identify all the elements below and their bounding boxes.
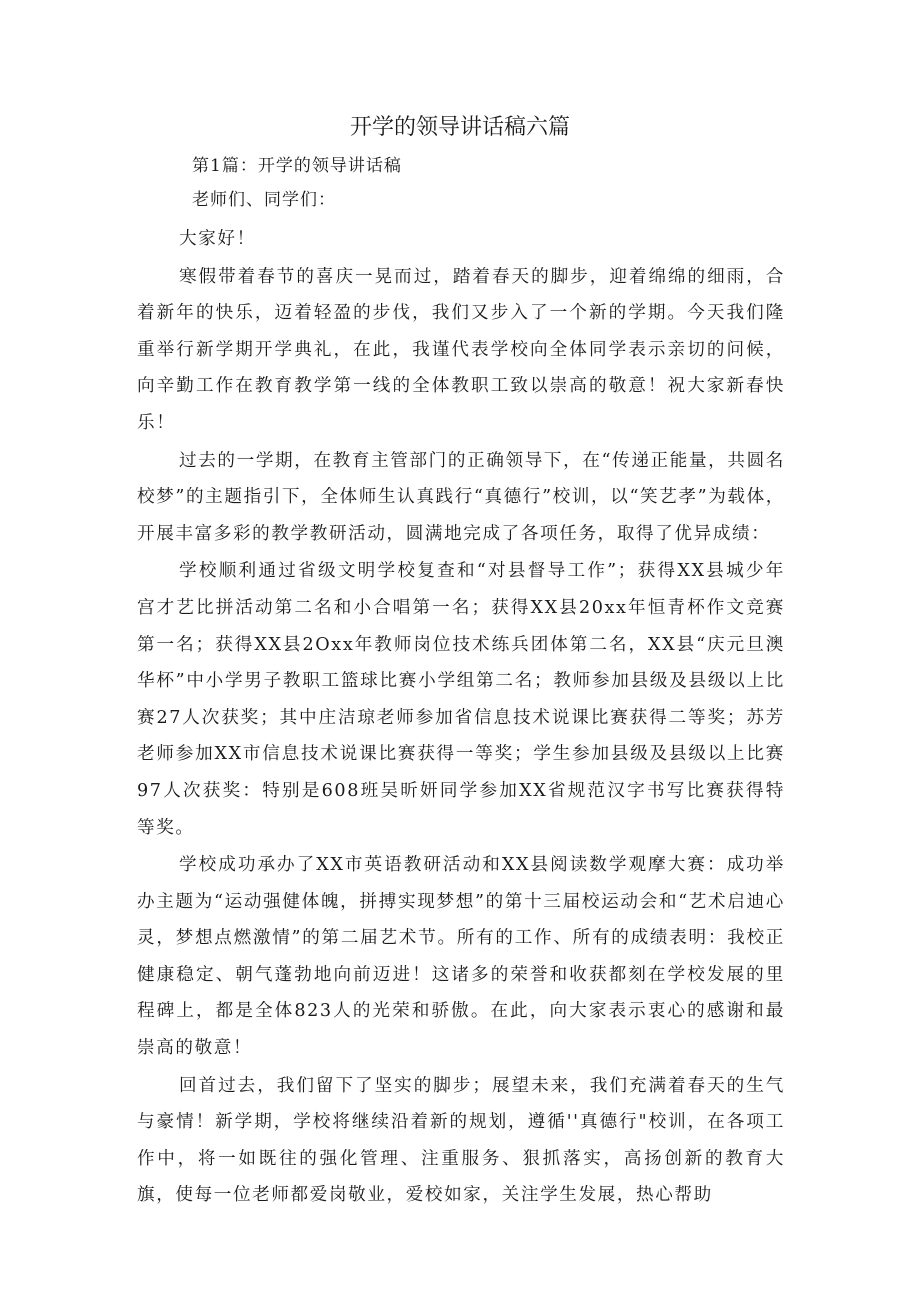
paragraph-achievements: 学校顺利通过省级文明学校复查和“对县督导工作”；获得XX县城少年宫才艺比拼活动第二名和小合唱第一名；获得XX县20xx年恒青杯作文竞赛第一名；获得XX县2Oxx年教师岗位技术练兵团体第二名，XX县“庆元旦澳华杯”中小学男子教职工篮球比赛小学组第二名；教师参加县级及县级以上比赛27人次获奖；其中庄洁琼老师参加省信息技术说课比赛获得二等奖；苏芳老师参加XX市信息技术说课比赛获得一等奖；学生参加县级及县级以上比赛97人次获奖：特别是608班吴昕妍同学参加XX省规范汉字书写比赛获得特等奖。 [137, 561, 785, 838]
paragraph-greeting: 大家好！ [179, 229, 256, 249]
speech-body [137, 221, 785, 1215]
paragraph-events: 学校成功承办了XX市英语教研活动和XX县阅读数学观摩大赛：成功举办主题为“运动强健体魄，拼搏实现梦想”的第十三届校运动会和“艺术启迪心灵，梦想点燃激情”的第二届艺术节。所有的工作、所有的成绩表明：我校正健康稳定、朝气蓬勃地向前迈进！这诸多的荣誉和收获都刻在学校发展的里程碑上，都是全体823人的光荣和骄傲。在此，向大家表示衷心的感谢和最崇高的敬意！ [137, 855, 785, 1059]
paragraph-review: 过去的一学期，在教育主管部门的正确领导下，在“传递正能量，共圆名校梦”的主题指引下，全体师生认真践行“真德行”校训，以“笑艺孝”为载体，开展丰富多彩的教学教研活动，圆满地完成了各项任务，取得了优异成绩： [137, 450, 785, 544]
salutation: 老师们、同学们： [192, 190, 336, 210]
section-heading: 第1篇：开学的领导讲话稿 [192, 156, 402, 176]
document-title: 开学的领导讲话稿六篇 [349, 115, 570, 140]
paragraph-outlook: 回首过去，我们留下了坚实的脚步；展望未来，我们充满着春天的生气与豪情！新学期，学校将继续沿着新的规划，遵循''真德行"校训，在各项工作中，将一如既往的强化管理、注重服务、狠抓落实，高扬创新的教育大旗，使每一位老师都爱岗敬业，爱校如家，关注学生发展，热心帮助 [137, 1075, 785, 1206]
paragraph-opening: 寒假带着春节的喜庆一晃而过，踏着春天的脚步，迎着绵绵的细雨，合着新年的快乐，迈着轻盈的步伐，我们又步入了一个新的学期。今天我们隆重举行新学期开学典礼，在此，我谨代表学校向全体同学表示亲切的问候，向辛勤工作在教育教学第一线的全体教职工致以崇高的敬意！祝大家新春快乐！ [137, 266, 785, 433]
